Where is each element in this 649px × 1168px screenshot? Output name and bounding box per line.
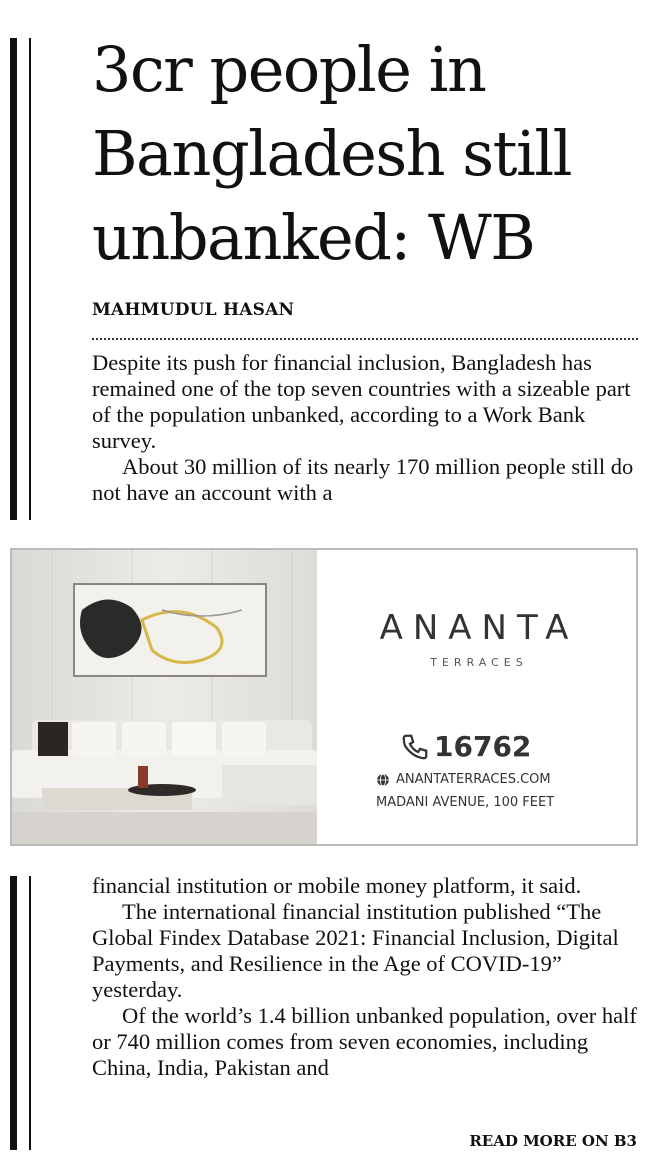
ad-phone-number: 16762 — [434, 730, 532, 763]
advertisement[interactable] — [10, 548, 638, 846]
paragraph: About 30 million of its nearly 170 million people still do not have an account with a — [92, 454, 634, 505]
byline: MAHMUDUL HASAN — [92, 300, 295, 320]
ad-phone[interactable] — [400, 730, 531, 763]
ad-address: MADANI AVENUE, 100 FEET — [376, 795, 555, 810]
headline: 3cr people in Bangladesh still unbanked: WB — [92, 33, 571, 274]
ad-website[interactable] — [376, 772, 551, 787]
globe-icon — [376, 773, 390, 787]
living-room-photo — [12, 550, 317, 844]
ad-brand-name: ANANTA — [379, 608, 579, 648]
paragraph: Despite its push for financial inclusion, Bangladesh has remained one of the top seven countries with a sizeable part of the population unbanked, according to a Work Bank survey. — [92, 350, 631, 453]
left-rule-thick-top — [10, 38, 17, 520]
read-more-link[interactable]: READ MORE ON B3 — [469, 1132, 637, 1150]
phone-icon — [400, 732, 430, 762]
paragraph: The international financial institution published “The Global Findex Database 2021: Financial Inclusion, Digital Payments, and Resilience in the Age of COVID-19” yesterday. — [92, 899, 619, 1002]
dotted-divider — [92, 338, 638, 340]
article-body-top — [92, 350, 640, 506]
paragraph: financial institution or mobile money platform, it said. — [92, 873, 582, 898]
paragraph: Of the world’s 1.4 billion unbanked population, over half or 740 million comes from seven economies, including China, India, Pakistan and — [92, 1003, 637, 1080]
left-rule-thin-bottom — [29, 876, 31, 1150]
left-rule-thick-bottom — [10, 876, 17, 1150]
ad-brand-tagline: TERRACES — [430, 656, 528, 669]
ad-website-text: ANANTATERRACES.COM — [396, 772, 551, 787]
article-body-bottom — [92, 873, 640, 1081]
left-rule-thin-top — [29, 38, 31, 520]
